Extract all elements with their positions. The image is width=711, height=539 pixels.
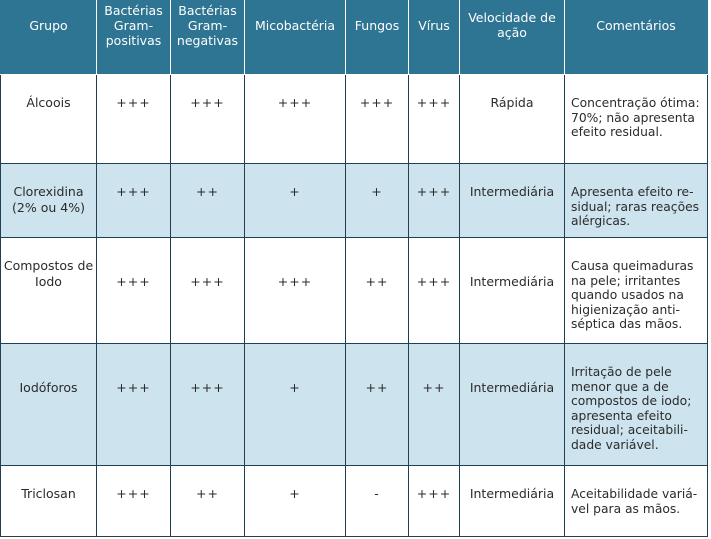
header-comments: Comentários xyxy=(565,0,708,75)
cell-group: Iodóforos xyxy=(1,344,97,466)
cell-comments: Concentração ótima: 70%; não apresenta efeito residual. xyxy=(565,75,708,164)
cell-mycobacteria: +++ xyxy=(245,238,346,344)
header-virus: Vírus xyxy=(409,0,460,75)
cell-fungi: ++ xyxy=(346,238,409,344)
cell-gram-positive: +++ xyxy=(97,238,171,344)
cell-speed: Intermediária xyxy=(460,466,565,537)
cell-group: Triclosan xyxy=(1,466,97,537)
cell-mycobacteria: +++ xyxy=(245,75,346,164)
cell-gram-negative: ++ xyxy=(171,466,245,537)
cell-gram-positive: +++ xyxy=(97,75,171,164)
cell-speed: Intermediária xyxy=(460,164,565,238)
cell-group: Compostos de Iodo xyxy=(1,238,97,344)
cell-speed: Intermediária xyxy=(460,238,565,344)
table-row xyxy=(1,466,708,537)
header-mycobacteria: Micobactéria xyxy=(245,0,346,75)
cell-fungi: - xyxy=(346,466,409,537)
cell-gram-positive: +++ xyxy=(97,466,171,537)
cell-comments: Irritação de pele menor que a de compostos de iodo; apresenta efeito residual; aceitabilidade variável. xyxy=(565,344,708,466)
cell-comments: Apresenta efeito residual; raras reações alérgicas. xyxy=(565,164,708,238)
header-row xyxy=(1,0,708,75)
header-fungi: Fungos xyxy=(346,0,409,75)
cell-speed: Rápida xyxy=(460,75,565,164)
cell-gram-negative: ++ xyxy=(171,164,245,238)
cell-gram-negative: +++ xyxy=(171,344,245,466)
cell-gram-negative: +++ xyxy=(171,75,245,164)
header-gram-negative: Bactérias Gram-negativas xyxy=(171,0,245,75)
cell-gram-negative: +++ xyxy=(171,238,245,344)
cell-virus: +++ xyxy=(409,75,460,164)
cell-mycobacteria: + xyxy=(245,164,346,238)
cell-mycobacteria: + xyxy=(245,466,346,537)
cell-virus: +++ xyxy=(409,466,460,537)
cell-gram-positive: +++ xyxy=(97,164,171,238)
table-row xyxy=(1,164,708,238)
cell-group: Álcoois xyxy=(1,75,97,164)
cell-mycobacteria: + xyxy=(245,344,346,466)
cell-fungi: ++ xyxy=(346,344,409,466)
table-row xyxy=(1,75,708,164)
cell-gram-positive: +++ xyxy=(97,344,171,466)
cell-comments: Aceitabilidade variável para as mãos. xyxy=(565,466,708,537)
header-group: Grupo xyxy=(1,0,97,75)
cell-speed: Intermediária xyxy=(460,344,565,466)
header-gram-positive: Bactérias Gram-positivas xyxy=(97,0,171,75)
table-row xyxy=(1,238,708,344)
cell-group: Clorexidina (2% ou 4%) xyxy=(1,164,97,238)
cell-comments: Causa queimaduras na pele; irritantes quando usados na higienização antiséptica das mãos. xyxy=(565,238,708,344)
table-row xyxy=(1,344,708,466)
header-speed: Velocidade de ação xyxy=(460,0,565,75)
cell-virus: +++ xyxy=(409,238,460,344)
cell-fungi: +++ xyxy=(346,75,409,164)
cell-fungi: + xyxy=(346,164,409,238)
cell-virus: ++ xyxy=(409,344,460,466)
cell-virus: +++ xyxy=(409,164,460,238)
